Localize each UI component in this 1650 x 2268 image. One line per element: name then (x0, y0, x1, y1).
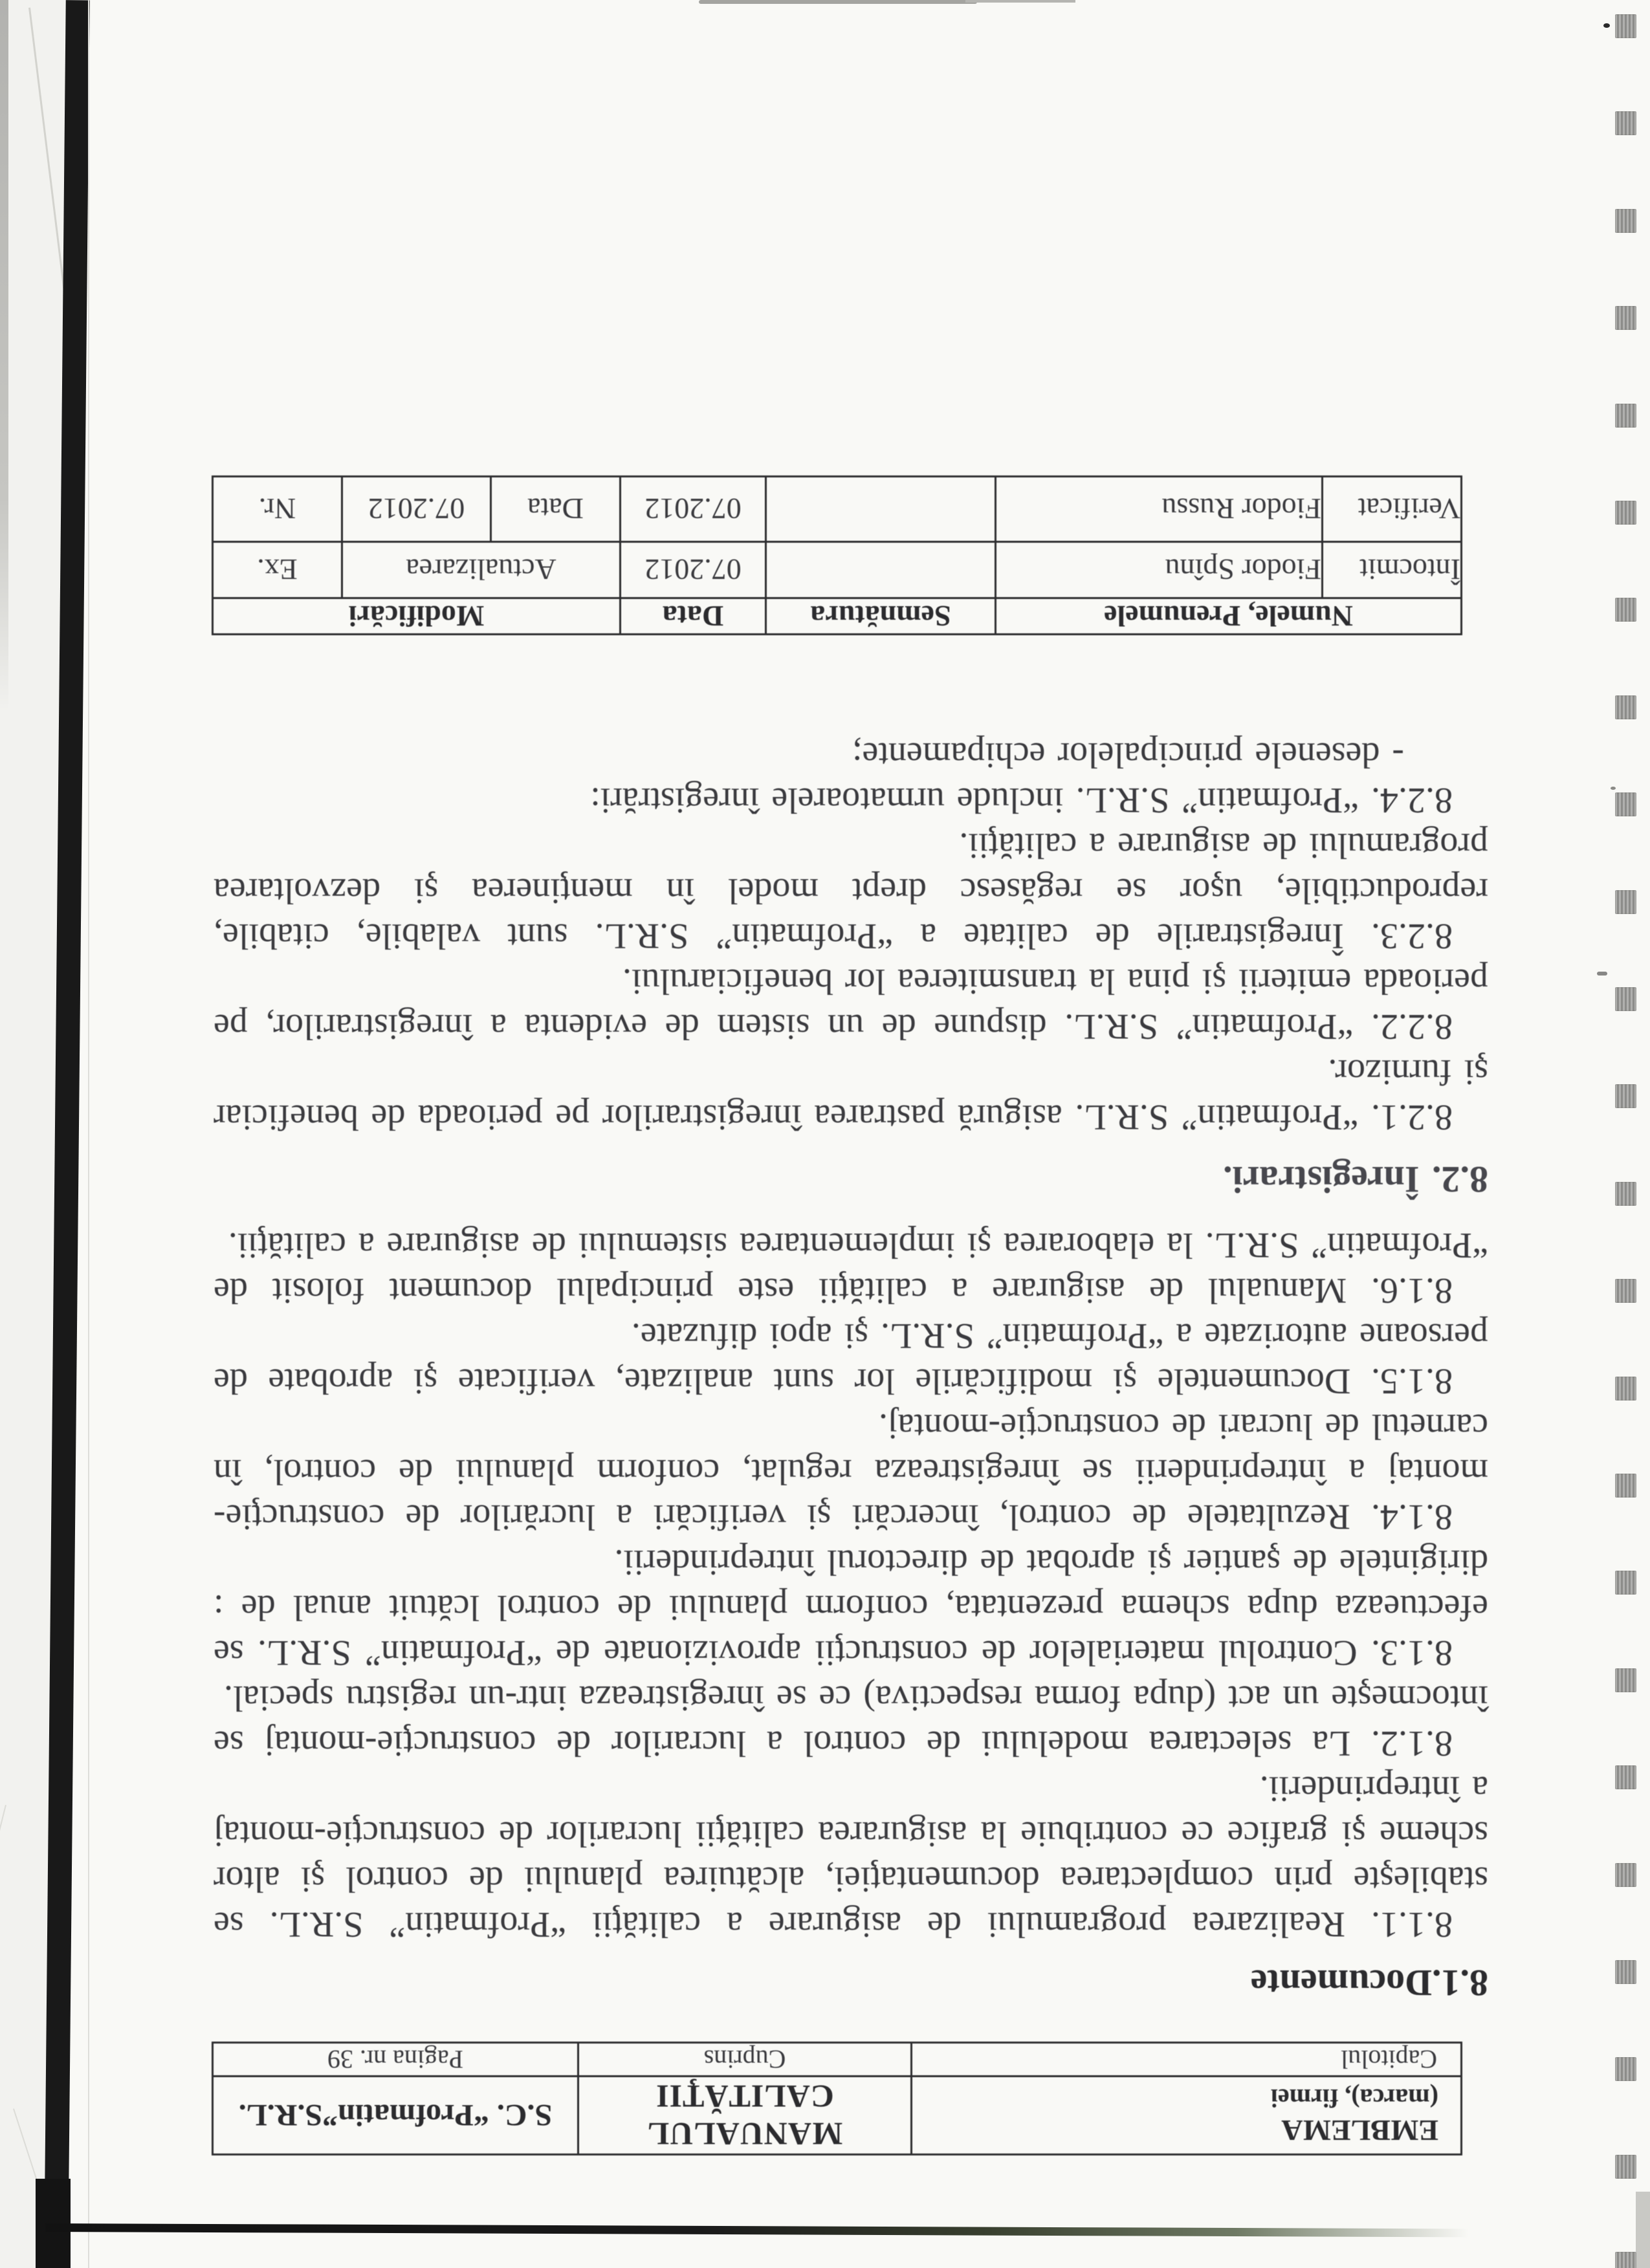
scan-bottom-right-edge (1636, 2192, 1650, 2268)
emblem-label: EMBLEMA (1281, 2114, 1438, 2147)
header-cell-emblem (912, 2077, 1462, 2155)
binder-hole (1615, 501, 1636, 525)
binder-hole (1615, 695, 1636, 719)
cell-signature (766, 542, 996, 598)
paragraph: 8.2.3. Înregistrarile de calitate a “Profmatin” S.R.L. sunt valabile, citabile, reproductibile, uşor se regăsesc drept model în menţinerea şi dezvoltarea programului de asigurare a calităţii. (214, 825, 1488, 956)
scan-top-smear (965, 0, 1075, 3)
paragraph: 8.1.5. Documentele şi modificările lor sunt analizate, verificate şi aprobate de persoane autorizate a “Profmatin” S.R.L. şi apoi difuzate. (214, 1316, 1488, 1401)
col-header-changes: Modificări (212, 598, 620, 635)
cell-date: 07.2012 (621, 477, 766, 542)
header-cell-chapter: Capitolul (912, 2043, 1462, 2077)
paragraph: 8.1.1. Realizarea programului de asigurare a calităţii “Profmatin” S.R.L. se stabileşte prin complectarea documentaţiei, alcătuirea planului de control şi altor scheme şi grafice ce contribuie la asigurarea calităţii lucrarilor de construcţie-montaj a întreprinderii. (214, 1769, 1488, 1945)
col-header-signature: Semnătura (766, 598, 996, 635)
header-cell-company: S.C. “Profmatin”S.R.L. (213, 2077, 578, 2155)
binder-hole (1615, 890, 1636, 914)
binder-hole (1615, 1765, 1636, 1789)
binder-hole (1615, 792, 1636, 816)
binder-hole (1615, 1084, 1636, 1108)
binder-hole (1615, 111, 1636, 135)
binder-hole (1615, 209, 1636, 233)
header-cell-contents: Cuprins (578, 2043, 912, 2077)
col-header-date: Data (621, 598, 766, 635)
cell-margin-note: Ex. (212, 542, 342, 598)
scan-speck (1603, 23, 1610, 28)
binder-hole (1615, 2252, 1636, 2268)
cell-date: 07.2012 (621, 542, 766, 598)
cell-name: Fiodor Russu (996, 477, 1323, 542)
paragraph: 8.2.2. “Profmatin” S.R.L. dispune de un sistem de evidenta a înregistrarilor, pe perioada emiterii şi pina la transmiterea lor beneficiarului. (214, 961, 1488, 1047)
paper-edge-line (88, 0, 89, 2268)
table-row (212, 542, 1461, 598)
cell-change-value: 07.2012 (342, 477, 491, 542)
paragraph: 8.1.6. Manualul de asigurare a calităţii este principalul document folosit de “Profmatin” S.R.L. la elaborarea şi implementarea sistemului de asigurare a calităţii. (214, 1225, 1488, 1311)
document-body (214, 732, 1488, 2005)
document-content-rotated (175, 97, 1508, 2212)
cell-signature (766, 477, 996, 542)
binder-hole (1615, 1474, 1636, 1498)
binder-hole (1615, 14, 1636, 38)
binder-hole (1615, 306, 1636, 330)
paragraph: 8.2.1. “Profmatin” S.R.L. asigură pastrarea înregistrarilor pe perioada de beneficiar şi furnizor. (214, 1052, 1488, 1137)
cell-change: Actualizarea (342, 542, 621, 598)
binder-hole (1615, 2155, 1636, 2179)
scan-speck (1597, 972, 1607, 976)
binder-hole (1615, 1960, 1636, 1984)
scan-speck (1611, 787, 1616, 790)
cell-name: Fiodor Spînu (996, 542, 1323, 598)
section-heading: 8.1.Documente (1250, 1962, 1488, 2004)
binder-hole (1615, 1279, 1636, 1303)
binder-hole (1615, 1182, 1636, 1206)
cell-margin-note: Nr. (212, 477, 342, 542)
paragraph: 8.1.4. Rezultatele de control, încercări şi verificări a lucrărilor de construcţie-montaj a întreprinderii se înregistreaza regulat, conform planului de control, în carnetul de lucrari de construcţie-montaj. (214, 1406, 1488, 1537)
paragraph: 8.1.2. La selectarea modelului de control a lucrarilor de construcţie-montaj se întocmeşte un act (dupa forma respectiva) ce se înregistreaza intr-un registru special. (214, 1678, 1488, 1763)
scan-edge-shadow (0, 0, 8, 712)
header-cell-page-number: Pagina nr. 39 (213, 2043, 578, 2077)
header-table (212, 2042, 1462, 2155)
list-item: - desenele principalelor echipamente; (852, 735, 1404, 775)
binder-hole (1615, 404, 1636, 428)
binder-hole (1615, 987, 1636, 1011)
col-header-name: Numele, Prenumele (996, 598, 1462, 635)
binder-hole (1615, 598, 1636, 622)
scan-bottom-line (45, 2223, 1498, 2238)
binder-hole (1615, 2057, 1636, 2081)
binder-hole (1615, 1377, 1636, 1401)
cell-role: Verificat (1323, 477, 1462, 542)
emblem-sublabel: (marca), firmei (1270, 2084, 1438, 2113)
signature-header-row (212, 598, 1461, 635)
paragraph: 8.2.4. “Profmatin” S.R.L. include urmatoarele înregistrări: (590, 780, 1453, 820)
cell-change: Data (491, 477, 621, 542)
header-cell-title: MANUALUL CALITĂŢII (578, 2077, 912, 2155)
paragraph: 8.1.3. Controlul materialelor de construcţii aprovizionate de “Profmatin” S.R.L. se efectueaza dupa schema prezentata, conform planului de control lcătuit anual de : dirigintele de şantier şi aprobat de directorul întreprinderii. (214, 1542, 1488, 1673)
section-heading: 8.2. Înregistrari. (1223, 1159, 1488, 1201)
signature-table (212, 475, 1462, 635)
binder-hole (1615, 1571, 1636, 1595)
scan-top-smear (699, 0, 977, 4)
table-row (212, 477, 1461, 542)
cell-role: Întocmit (1323, 542, 1462, 598)
binder-hole (1615, 1863, 1636, 1887)
binder-hole (1615, 1668, 1636, 1692)
